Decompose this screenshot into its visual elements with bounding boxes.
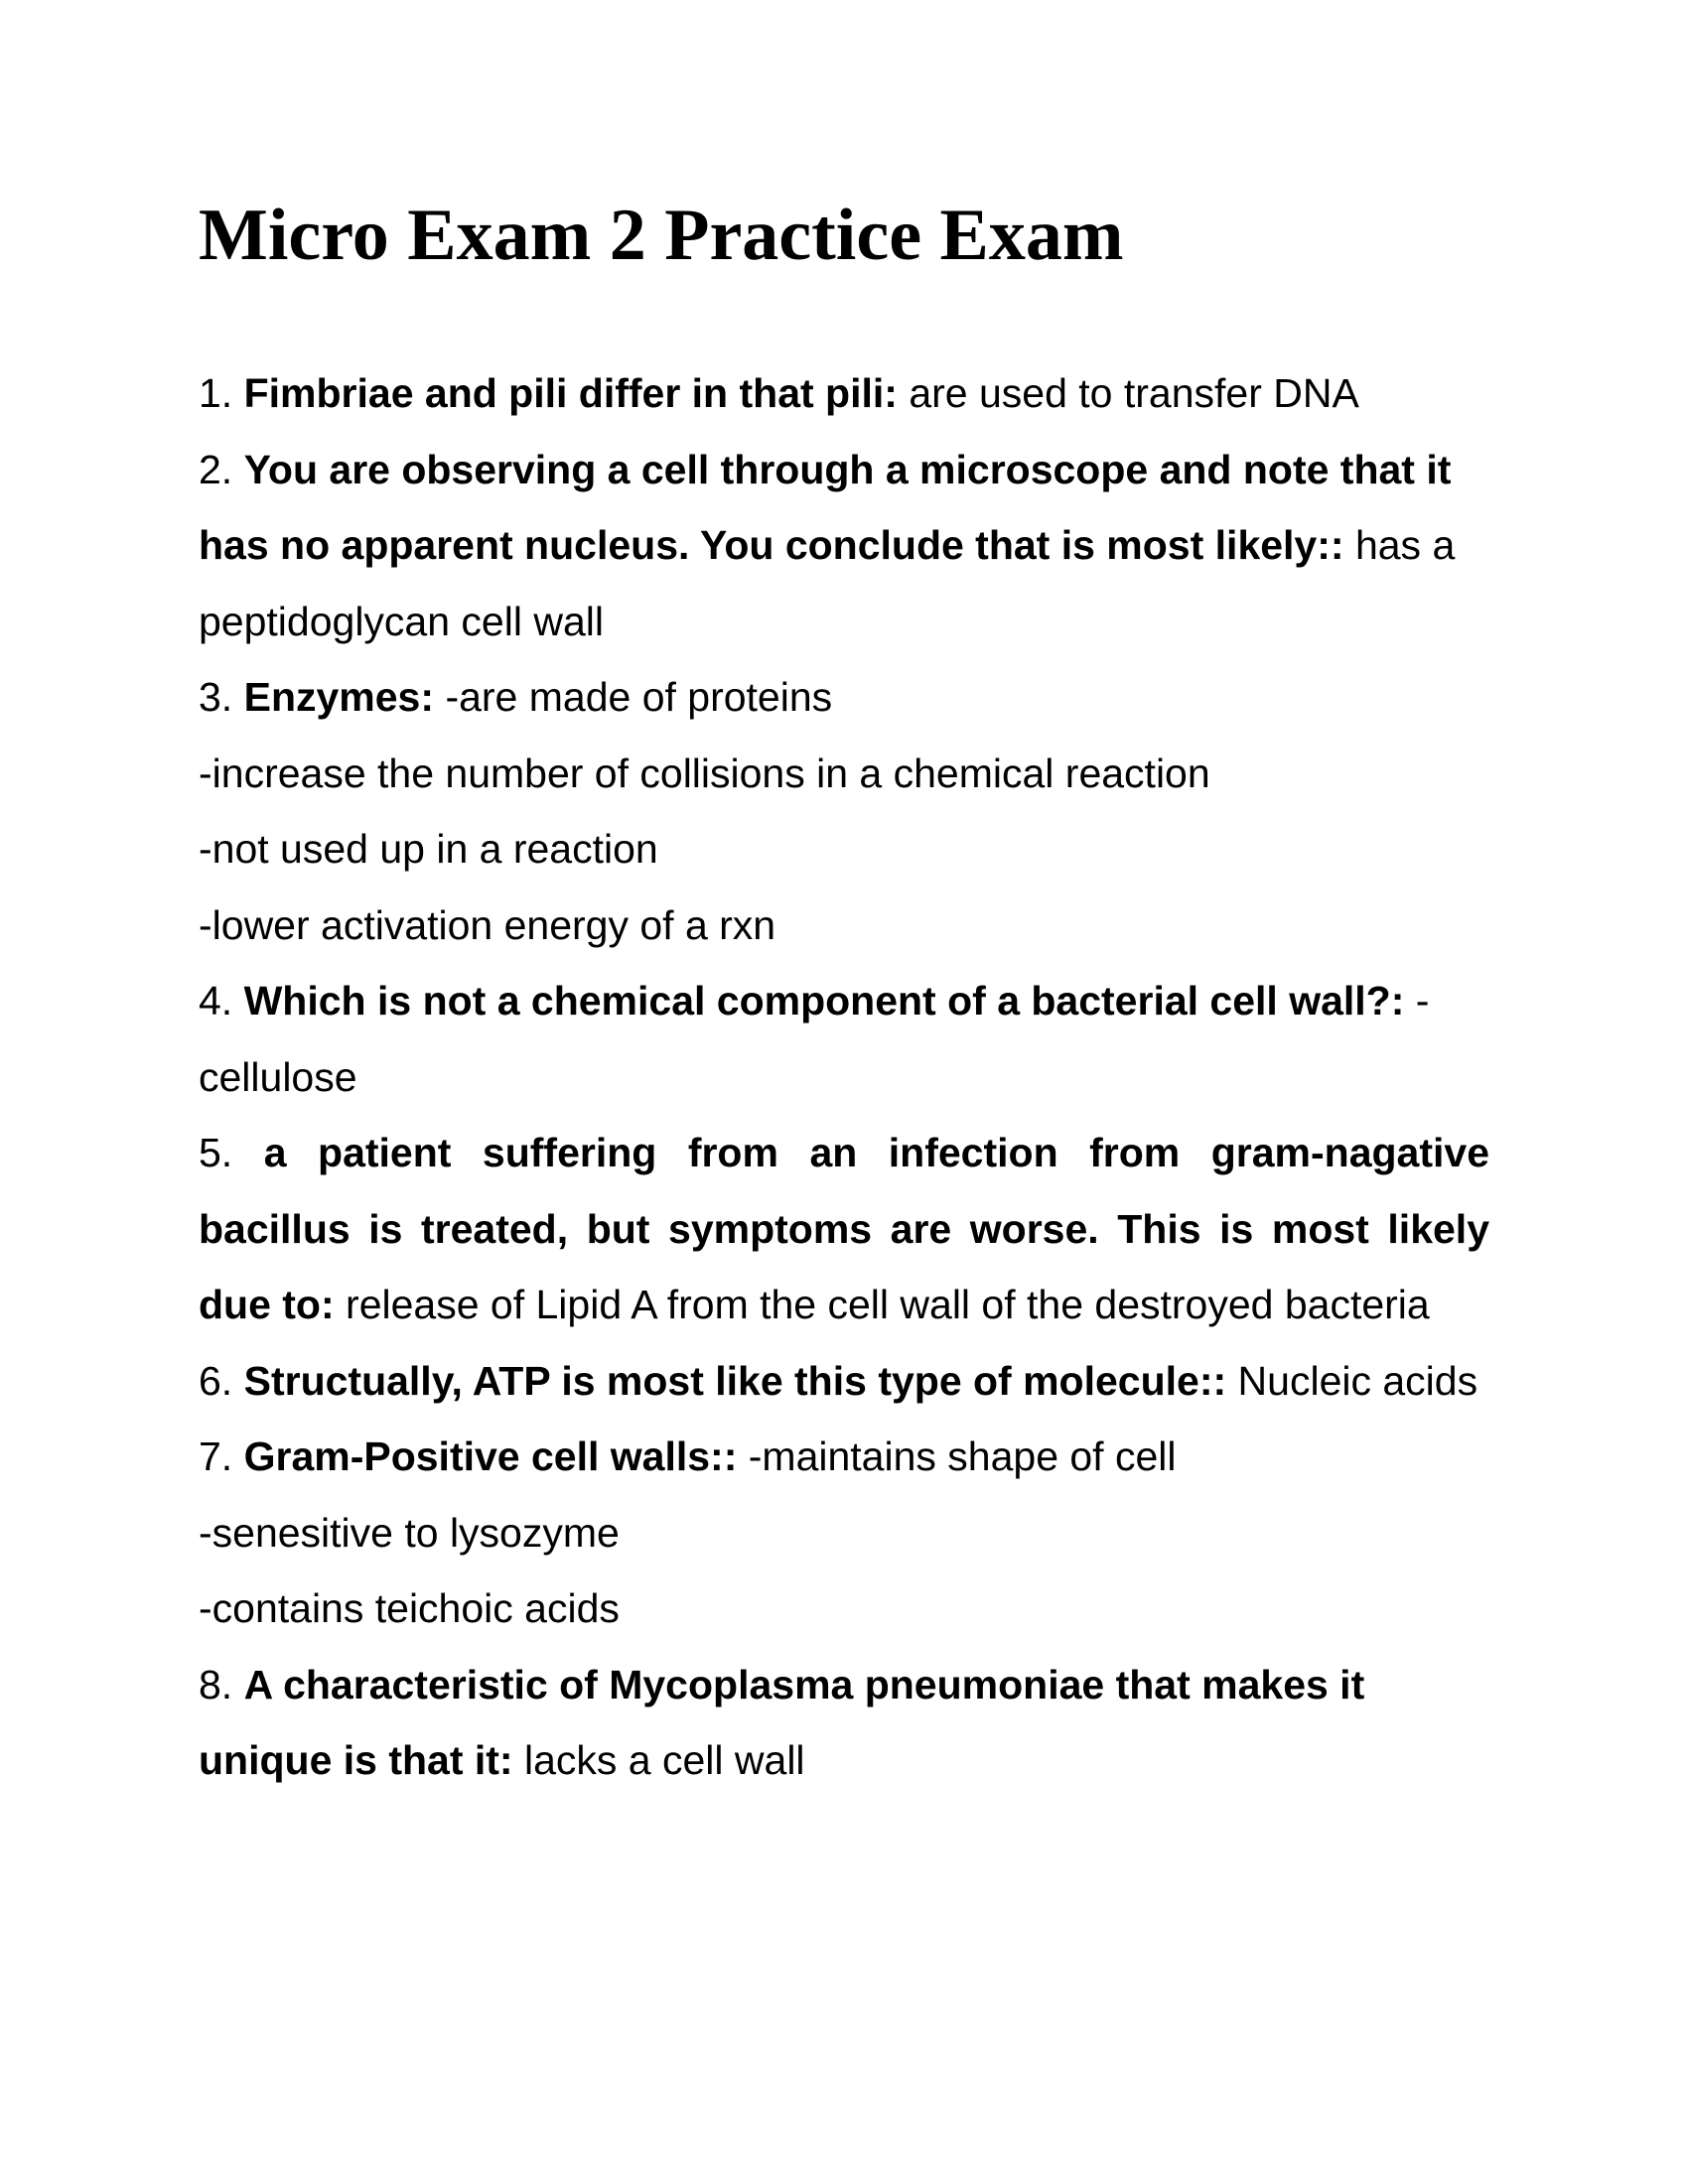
answer-text: are used to transfer DNA (909, 370, 1359, 416)
answer-line: -contains teichoic acids (199, 1585, 620, 1631)
question-text: Enzymes: (243, 674, 435, 720)
answer-text: -are made of proteins (445, 674, 833, 720)
document-page (199, 195, 1489, 1799)
question-list (199, 355, 1489, 1799)
question-text: Structually, ATP is most like this type of molecule:: (243, 1357, 1227, 1404)
answer-text: release of Lipid A from the cell wall of the destroyed bacteria (346, 1282, 1430, 1327)
answer-text: Nucleic acids (1237, 1357, 1478, 1404)
answer-line: -not used up in a reaction (199, 826, 658, 872)
answer-text: has a peptidoglycan cell wall (199, 522, 1456, 644)
question-item-5 (199, 1115, 1489, 1343)
answer-text: -maintains shape of cell (748, 1433, 1177, 1479)
question-number: 5. (199, 1130, 233, 1175)
question-item-2 (199, 432, 1489, 660)
question-text: You are observing a cell through a microscope and note that it has no apparent nucleus. You conclude that is most likely:: (199, 446, 1452, 568)
question-number: 7. (199, 1433, 233, 1479)
question-item-1 (199, 355, 1489, 432)
question-item-6 (199, 1343, 1489, 1420)
question-text: a patient suffering from an infection from gram-nagative bacillus is treated, but symptoms are worse. This is most likely due to: (199, 1130, 1489, 1327)
answer-text: -cellulose (199, 978, 1430, 1100)
question-number: 6. (199, 1357, 233, 1404)
answer-line: -lower activation energy of a rxn (199, 901, 776, 948)
question-number: 8. (199, 1661, 233, 1707)
page-title: Micro Exam 2 Practice Exam (199, 195, 1124, 276)
answer-line: -senesitive to lysozyme (199, 1509, 620, 1556)
question-number: 4. (199, 978, 233, 1024)
question-item-3 (199, 659, 1489, 736)
question-text: A characteristic of Mycoplasma pneumoniae that makes it unique is that it: (199, 1661, 1365, 1783)
answer-line: -increase the number of collisions in a chemical reaction (199, 750, 1210, 796)
question-item-8 (199, 1647, 1489, 1799)
question-text: Fimbriae and pili differ in that pili: (243, 370, 898, 416)
question-item-7 (199, 1419, 1489, 1495)
question-number: 2. (199, 446, 233, 492)
question-text: Which is not a chemical component of a bacterial cell wall?: (243, 978, 1405, 1024)
question-number: 1. (199, 370, 233, 416)
question-item-4 (199, 963, 1489, 1115)
answer-text: lacks a cell wall (524, 1737, 805, 1783)
question-number: 3. (199, 674, 233, 720)
question-text: Gram-Positive cell walls:: (243, 1433, 738, 1479)
